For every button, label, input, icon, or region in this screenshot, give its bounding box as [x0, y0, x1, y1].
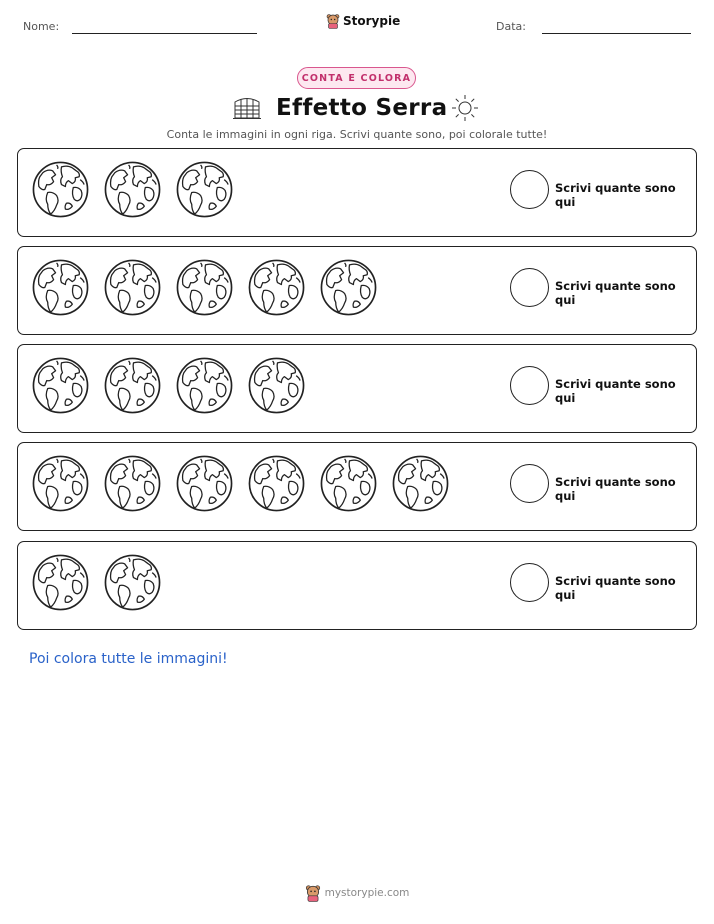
bear-mascot-icon: [305, 884, 321, 902]
date-write-line[interactable]: [542, 33, 691, 34]
globe-group: [31, 258, 378, 318]
footer: [0, 884, 714, 902]
globe-group: [31, 356, 306, 416]
greenhouse-icon: [232, 94, 262, 120]
earth-globe-icon[interactable]: [175, 160, 234, 219]
answer-label: Scrivi quante sono qui: [555, 279, 676, 307]
brand-name: Storypie: [343, 14, 401, 28]
sun-icon: [450, 93, 480, 123]
earth-globe-icon[interactable]: [103, 160, 162, 219]
name-label: Nome:: [23, 20, 60, 33]
counting-row: [17, 442, 697, 531]
title-row: [0, 92, 714, 124]
footer-site-link[interactable]: mystorypie.com: [324, 887, 410, 899]
earth-globe-icon[interactable]: [247, 356, 306, 415]
bear-mascot-icon: [326, 13, 340, 29]
answer-circle[interactable]: [510, 170, 549, 209]
counting-row: [17, 246, 697, 335]
instructions-subtitle: Conta le immagini in ogni riga. Scrivi quante sono, poi colorale tutte!: [166, 128, 548, 141]
storypie-logo: [326, 13, 400, 29]
answer-circle[interactable]: [510, 268, 549, 307]
answer-circle[interactable]: [510, 464, 549, 503]
earth-globe-icon[interactable]: [175, 454, 234, 513]
answer-label: Scrivi quante sono qui: [555, 181, 676, 209]
earth-globe-icon[interactable]: [175, 258, 234, 317]
answer-circle[interactable]: [510, 366, 549, 405]
coloring-instruction: Poi colora tutte le immagini!: [29, 651, 228, 667]
earth-globe-icon[interactable]: [391, 454, 450, 513]
earth-globe-icon[interactable]: [31, 454, 90, 513]
earth-globe-icon[interactable]: [31, 553, 90, 612]
earth-globe-icon[interactable]: [31, 356, 90, 415]
earth-globe-icon[interactable]: [247, 258, 306, 317]
answer-label: Scrivi quante sono qui: [555, 475, 676, 503]
page-title: Effetto Serra: [276, 95, 448, 121]
globe-group: [31, 454, 450, 514]
answer-label: Scrivi quante sono qui: [555, 574, 676, 602]
date-label: Data:: [496, 20, 526, 33]
globe-group: [31, 160, 234, 220]
answer-circle[interactable]: [510, 563, 549, 602]
earth-globe-icon[interactable]: [31, 258, 90, 317]
counting-row: [17, 148, 697, 237]
counting-row: [17, 541, 697, 630]
earth-globe-icon[interactable]: [319, 454, 378, 513]
earth-globe-icon[interactable]: [175, 356, 234, 415]
earth-globe-icon[interactable]: [31, 160, 90, 219]
earth-globe-icon[interactable]: [103, 454, 162, 513]
category-badge: CONTA E COLORA: [297, 67, 416, 89]
earth-globe-icon[interactable]: [103, 356, 162, 415]
globe-group: [31, 553, 162, 613]
earth-globe-icon[interactable]: [247, 454, 306, 513]
counting-row: [17, 344, 697, 433]
earth-globe-icon[interactable]: [103, 553, 162, 612]
earth-globe-icon[interactable]: [319, 258, 378, 317]
name-write-line[interactable]: [72, 33, 257, 34]
answer-label: Scrivi quante sono qui: [555, 377, 676, 405]
earth-globe-icon[interactable]: [103, 258, 162, 317]
